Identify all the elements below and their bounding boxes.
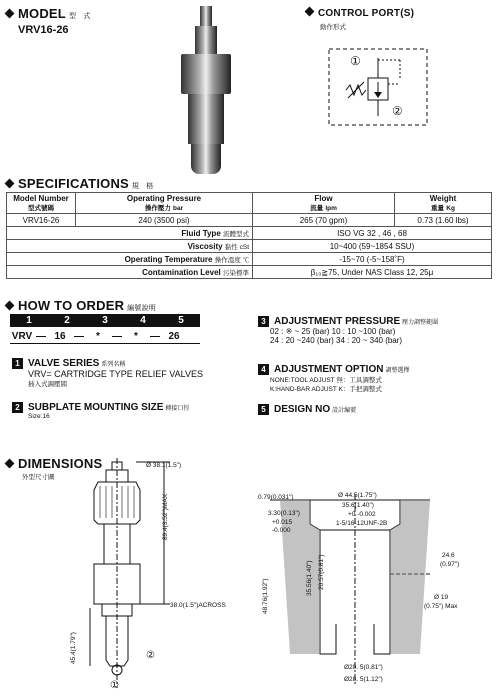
prop-row: Operating Temperature 操作溫度 ℃ -15~70 (-5~158˚F) <box>7 253 492 266</box>
order-index-row: 1 2 3 4 5 <box>10 314 200 327</box>
dim-right-v1: 20.57(0.81") <box>318 554 325 590</box>
specs-header <box>6 176 154 191</box>
model-title-cn: 型 式 <box>68 13 91 20</box>
col-flow: Flow 流量 lpm <box>253 193 395 214</box>
control-header <box>306 8 414 19</box>
model-header <box>6 6 91 21</box>
diamond-icon <box>5 179 15 189</box>
table-row: VRV16-26 240 (3500 psi) 265 (70 gpm) 0.73 (1.60 lbs) <box>7 214 492 227</box>
dim-left-port2: ② <box>146 650 155 661</box>
dim-right-a2: 3.30(0.13") <box>268 510 300 517</box>
specs-title-cn: 規 格 <box>131 183 154 190</box>
specs-table <box>6 192 492 279</box>
diamond-icon <box>5 301 15 311</box>
dim-right-v3: 48.76(1.92") <box>262 578 269 614</box>
dim-right-a3: +0.015 <box>272 519 293 526</box>
order-title: HOW TO ORDER <box>18 298 125 313</box>
dim-right-a4: -0.000 <box>272 527 291 534</box>
dim-right-d2: 35.6(1.40") <box>342 502 374 509</box>
section-3: 3 ADJUSTMENT PRESSURE 壓力調整範圍 02 : ※ ~ 25 (bar) 10 : 10 ~100 (bar) 24 : 20 ~240 (bar) 34 : 20 ~ 340 (bar) <box>258 316 498 345</box>
dim-right-tol: +0 -0.002 <box>348 511 376 518</box>
dim-left-across: 38.0(1.5")ACROSS <box>170 602 226 609</box>
col-pressure: Operating Pressure 操作壓力 bar <box>76 193 253 214</box>
port-1-label: ① <box>350 54 361 68</box>
dim-right-d5: Ø28. 5(1.12") <box>344 676 383 683</box>
section-5: 5 DESIGN NO 設計編號 <box>258 404 498 415</box>
dim-left-h2: 45.4(1.79") <box>70 632 77 664</box>
left-dimension-drawing <box>80 458 250 690</box>
model-code: VRV16-26 <box>18 24 69 36</box>
control-port-symbol <box>328 48 428 126</box>
order-code-row: VRV — 16 — * — * — 26 <box>10 330 200 344</box>
table-header-row <box>7 193 492 214</box>
dim-right-v2: 35.56(1.40") <box>306 560 313 596</box>
diamond-icon <box>305 7 315 17</box>
model-title: MODEL <box>18 6 66 21</box>
dim-right-h3: 24.6 <box>442 552 455 559</box>
col-model: Model Number 型式號碼 <box>7 193 76 214</box>
valve-photo <box>178 6 234 176</box>
prop-row: Fluid Type 流體型式 ISO VG 32 , 46 , 68 <box>7 227 492 240</box>
order-title-cn: 編號說明 <box>127 305 156 312</box>
dim-right-h3b: (0.97") <box>440 561 460 568</box>
diamond-icon <box>5 459 15 469</box>
dim-right-d1: Ø 44.5(1.75") <box>338 492 377 499</box>
dim-left-h1: 89.4(3.52")MAX <box>162 493 169 540</box>
section-1: 1 VALVE SERIES 系列名稱 VRV= CARTRIDGE TYPE RELIEF VALVES 插入式調壓閥 <box>12 358 252 388</box>
prop-row: Viscosity 黏性 cSt 10~400 (59~1854 SSU) <box>7 240 492 253</box>
dim-right-d3b: (0.75") Max <box>424 603 458 610</box>
dim-left-d1: Ø 38.1(1.5") <box>146 462 182 469</box>
diamond-icon <box>5 9 15 19</box>
control-title-cn: 動作形式 <box>320 24 346 31</box>
prop-row: Contamination Level 污染標準 β₁₀≧75, Under NAS Class 12, 25μ <box>7 266 492 279</box>
dims-title: DIMENSIONS <box>18 456 103 471</box>
port-2-label: ② <box>392 104 403 118</box>
col-weight: Weight 重量 Kg <box>395 193 492 214</box>
order-header <box>6 298 156 313</box>
dim-right-thread: 1-5/16-12UNF-2B <box>336 520 388 527</box>
dims-title-cn: 外型尺寸圖 <box>22 474 55 481</box>
section-2: 2 SUBPLATE MOUNTING SIZE 轉接口徑 Size:16 <box>12 402 252 420</box>
dim-left-port1: ① <box>110 680 119 691</box>
dim-right-d4: Ø20. 5(0.81") <box>344 664 383 671</box>
section-4: 4 ADJUSTMENT OPTION 調整選擇 NONE:TOOL ADJUST 無：工具調整式 K:HAND-BAR ADJUST K：手把調整式 <box>258 364 498 393</box>
specs-title: SPECIFICATIONS <box>18 176 129 191</box>
dim-right-a1: 0.79(0.031") <box>258 494 294 501</box>
control-title: CONTROL PORT(S) <box>318 8 415 19</box>
dim-right-d3: Ø 19 <box>434 594 449 601</box>
